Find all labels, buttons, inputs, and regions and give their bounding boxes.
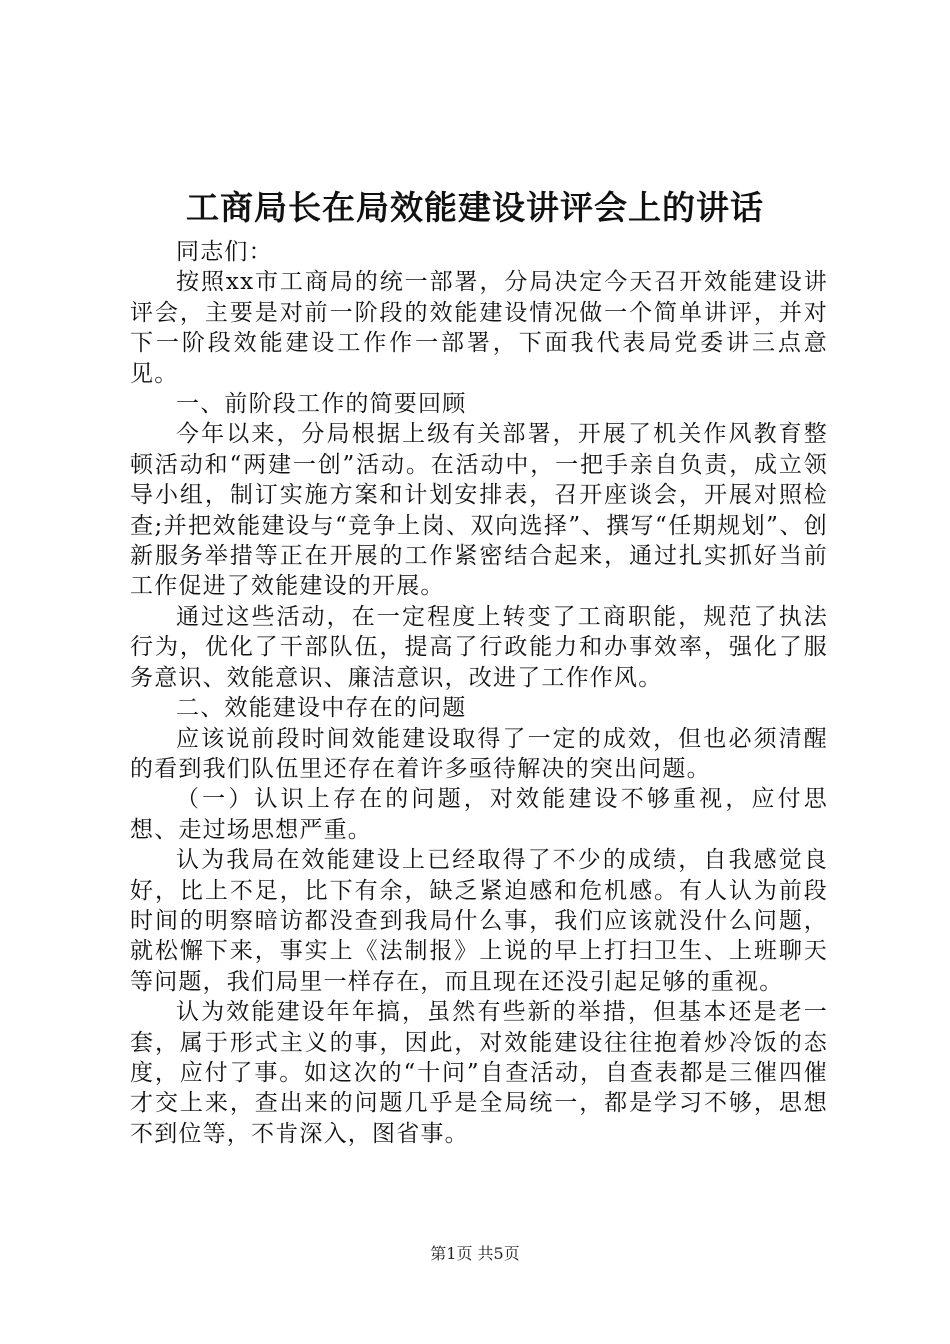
review-paragraph: 今年以来，分局根据上级有关部署，开展了机关作风教育整顿活动和“两建一创”活动。在活动中，一把手亲自负责，成立领导小组，制订实施方案和计划安排表，召开座谈会，开展对照检查;并把效能建设与“竞争上岗、双向选择”、撰写“任期规划”、创新服务举措等正在开展的工作紧密结合起来，通过扎实抓好当前工作促进了效能建设的开展。 (130, 421, 828, 600)
page-number-footer: 第1页 共5页 (430, 1244, 520, 1263)
greeting-paragraph: 同志们： (176, 239, 273, 265)
intro-paragraph: 按照xx市工商局的统一部署，分局决定今天召开效能建设讲评会，主要是对前一阶段的效能建设情况做一个简单讲评，并对下一阶段效能建设工作作一部署，下面我代表局党委讲三点意见。 (130, 269, 828, 387)
document-body (130, 237, 828, 1149)
problem-paragraph-2: 认为效能建设年年搞，虽然有些新的举措，但基本还是老一套，属于形式主义的事，因此，对效能建设往往抱着炒冷饭的态度，应付了事。如这次的“十问”自查活动，自查表都是三催四催才交上来，查出来的问题几乎是全局统一，都是学习不够，思想不到位等，不肯深入，图省事。 (130, 999, 828, 1147)
section-heading-1: 一、前阶段工作的简要回顾 (176, 391, 467, 418)
problem-paragraph-1: 认为我局在效能建设上已经取得了不少的成绩，自我感觉良好，比上不足，比下有余，缺乏紧迫感和危机感。有人认为前段时间的明察暗访都没查到我局什么事，我们应该就没什么问题，就松懈下来，事实上《法制报》上说的早上打扫卫生、上班聊天等问题，我们局里一样存在，而且现在还没引起足够的重视。 (130, 847, 828, 995)
results-paragraph: 通过这些活动，在一定程度上转变了工商职能，规范了执法行为，优化了干部队伍，提高了行政能力和办事效率，强化了服务意识、效能意识、廉洁意识，改进了工作作风。 (130, 603, 828, 691)
subsection-heading-1: （一）认识上存在的问题，对效能建设不够重视，应付思想、走过场思想严重。 (130, 786, 828, 843)
problems-intro-paragraph: 应该说前段时间效能建设取得了一定的成效，但也必须清醒的看到我们队伍里还存在着许多亟待解决的突出问题。 (130, 725, 828, 782)
section-heading-2: 二、效能建设中存在的问题 (176, 695, 467, 722)
page-title: 工商局长在局效能建设讲评会上的讲话 (186, 188, 764, 227)
